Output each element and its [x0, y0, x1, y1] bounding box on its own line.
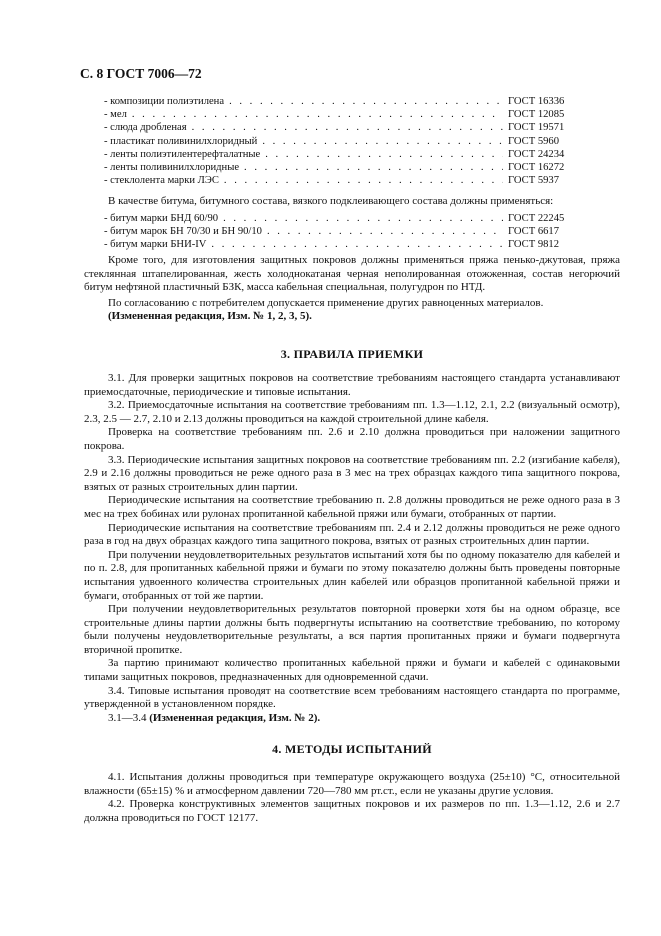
clause-3-3-batch: За партию принимают количество пропитанных кабельной пряжи и бумаги и кабелей с одинаковыми типами защитных покровов, предназначенных для одновременной сдачи. [84, 657, 620, 684]
section-4-title: 4. МЕТОДЫ ИСПЫТАНИЙ [272, 742, 432, 756]
paragraph-besides: Кроме того, для изготовления защитных покровов должны применяться пряжа пенько-джутовая, пряжа стеклянная штапелированная, жесть холоднокатаная черная неполированная отожженная, состав негорючий битум нефтяной пластичный БЗК, масса кабельная специальная, полугудрон по НТД. [84, 254, 620, 294]
material-name: - битум марки БНД 60/90 [104, 212, 219, 224]
standard-reference: ГОСТ 12085 [508, 109, 565, 121]
material-row [84, 95, 620, 108]
material-name: - ленты поливинилхлоридные [104, 161, 240, 173]
bitumen-intro: В качестве битума, битумного состава, вязкого подклеивающего состава должны применяться: [108, 195, 554, 207]
paragraph-agreement: По согласованию с потребителем допускается применение других равноценных материалов. [108, 296, 544, 309]
bitumen-row [84, 225, 620, 238]
material-name: - композиции полиэтилена [104, 96, 225, 107]
amendment-2-range: 3.1—3.4 [108, 711, 147, 724]
standard-reference: ГОСТ 19571 [508, 122, 565, 134]
dot-leader [223, 212, 503, 225]
section-4-body [84, 771, 620, 825]
amendment-2-text: (Измененная редакция, Изм. № 2). [149, 711, 321, 724]
standard-reference: ГОСТ 16336 [508, 96, 565, 107]
amendment-note-2 [84, 712, 620, 726]
material-name: - пластикат поливинилхлоридный [104, 135, 258, 147]
standard-reference: ГОСТ 9812 [508, 238, 560, 250]
clause-3-1: 3.1. Для проверки защитных покровов на соответствие требованиям настоящего стандарта устанавливают приемосдаточные, периодические и типовые испытания. [84, 372, 620, 398]
material-name: - мел [104, 109, 127, 121]
dot-leader [265, 148, 503, 161]
section-3-title: 3. ПРАВИЛА ПРИЕМКИ [280, 347, 424, 361]
dot-leader [244, 161, 503, 174]
clause-4-1: 4.1. Испытания должны проводиться при температуре окружающего воздуха (25±10) °С, относительной влажности (65±15) % и атмосферном давлении 720—780 мм рт.ст., если не указаны другие условия. [84, 771, 620, 797]
section-4 [84, 742, 620, 825]
dot-leader [229, 95, 503, 108]
dot-leader [224, 174, 503, 187]
clause-4-2: 4.2. Проверка конструктивных элементов защитных покровов и их размеров по пп. 1.3—1.12, 2.6 и 2.7 должна проводиться по ГОСТ 12177. [84, 798, 620, 824]
material-row [84, 174, 620, 187]
dot-leader [132, 108, 503, 121]
material-row [84, 148, 620, 161]
standard-reference: ГОСТ 5937 [508, 175, 560, 187]
material-row [84, 135, 620, 148]
material-name: - слюда дробленая [104, 122, 187, 134]
standard-reference: ГОСТ 16272 [508, 161, 565, 173]
dot-leader [262, 135, 503, 148]
clause-3-3: 3.3. Периодические испытания защитных покровов на соответствие требованиям пп. 2.2 (изгибание кабеля), 2.9 и 2.16 должны проводиться не реже одного раза в 3 мес на трех образцах каждого типа защитного покрова, взятых от разных строительных длин партии. [84, 453, 620, 493]
dot-leader [211, 238, 503, 251]
amendment-note-1: (Измененная редакция, Изм. № 1, 2, 3, 5). [108, 310, 312, 323]
section-3-body [84, 372, 620, 725]
standard-reference: ГОСТ 6617 [508, 225, 560, 237]
bitumen-row [84, 212, 620, 225]
material-name: - ленты полиэтилентерефталатные [104, 148, 261, 160]
clause-3-3-retest: При получении неудовлетворительных результатов испытаний хотя бы по одному показателю для кабелей и по п. 2.8, для пропитанных кабельной пряжи и бумаги по этому показателю должны быть проведены повторные испытания удвоенного количества строительных длин кабелей или образцов пропитанной кабельной пряжи и бумаги, отобранных от той же партии. [84, 548, 620, 602]
material-row [84, 161, 620, 174]
page-header: С. 8 ГОСТ 7006—72 [80, 66, 202, 81]
clause-3-3-retest-fail: При получении неудовлетворительных результатов повторной проверки хотя бы на одном образце, все строительные длины партии должны быть подвергнуты испытанию на соответствие требованию, по которому были получены неудовлетворительные результаты, а вся партия пропитанных пряжи и бумаги подвергнута вторичной пропитке. [84, 603, 620, 656]
bitumen-row [84, 238, 620, 251]
material-name: - стеклолента марки ЛЭС [104, 175, 219, 187]
standard-reference: ГОСТ 5960 [508, 135, 560, 147]
material-name: - битум марок БН 70/30 и БН 90/10 [104, 225, 262, 237]
material-name: - битум марки БНИ-IV [104, 238, 207, 250]
clause-3-4: 3.4. Типовые испытания проводят на соответствие всем требованиям настоящего стандарта по программе, утвержденной в установленном порядке. [84, 684, 620, 711]
clause-3-2: 3.2. Приемосдаточные испытания на соответствие требованиям пп. 1.3—1.12, 2.1, 2.2 (визуальный осмотр), 2.3, 2.5 — 2.7, 2.10 и 2.13 должны проводиться на каждой строительной длине кабеля. [84, 399, 620, 425]
standard-reference: ГОСТ 22245 [508, 212, 565, 224]
materials-notes [84, 254, 620, 324]
dot-leader [267, 225, 503, 238]
standard-reference: ГОСТ 24234 [508, 148, 565, 160]
section-3 [84, 347, 620, 725]
clause-3-3-yearly: Периодические испытания на соответствие требованиям пп. 2.4 и 2.12 должны проводиться не реже одного раза в год на двух образцах каждого типа защитного покрова, взятых от разных строительных длин партии. [84, 521, 620, 548]
material-row [84, 121, 620, 134]
material-row [84, 108, 620, 121]
clause-3-3-yarn: Периодические испытания на соответствие требованию п. 2.8 должны проводиться не реже одного раза в 3 мес на трех бобинах или рулонах пропитанной кабельной пряжи или бумаги, отобранных от партии. [84, 494, 620, 520]
bitumen-block [84, 195, 620, 251]
dot-leader [192, 121, 503, 134]
clause-3-2-check: Проверка на соответствие требованиям пп. 2.6 и 2.10 должна проводиться при наложении защитного покрова. [84, 426, 620, 452]
materials-list-1 [84, 95, 620, 187]
